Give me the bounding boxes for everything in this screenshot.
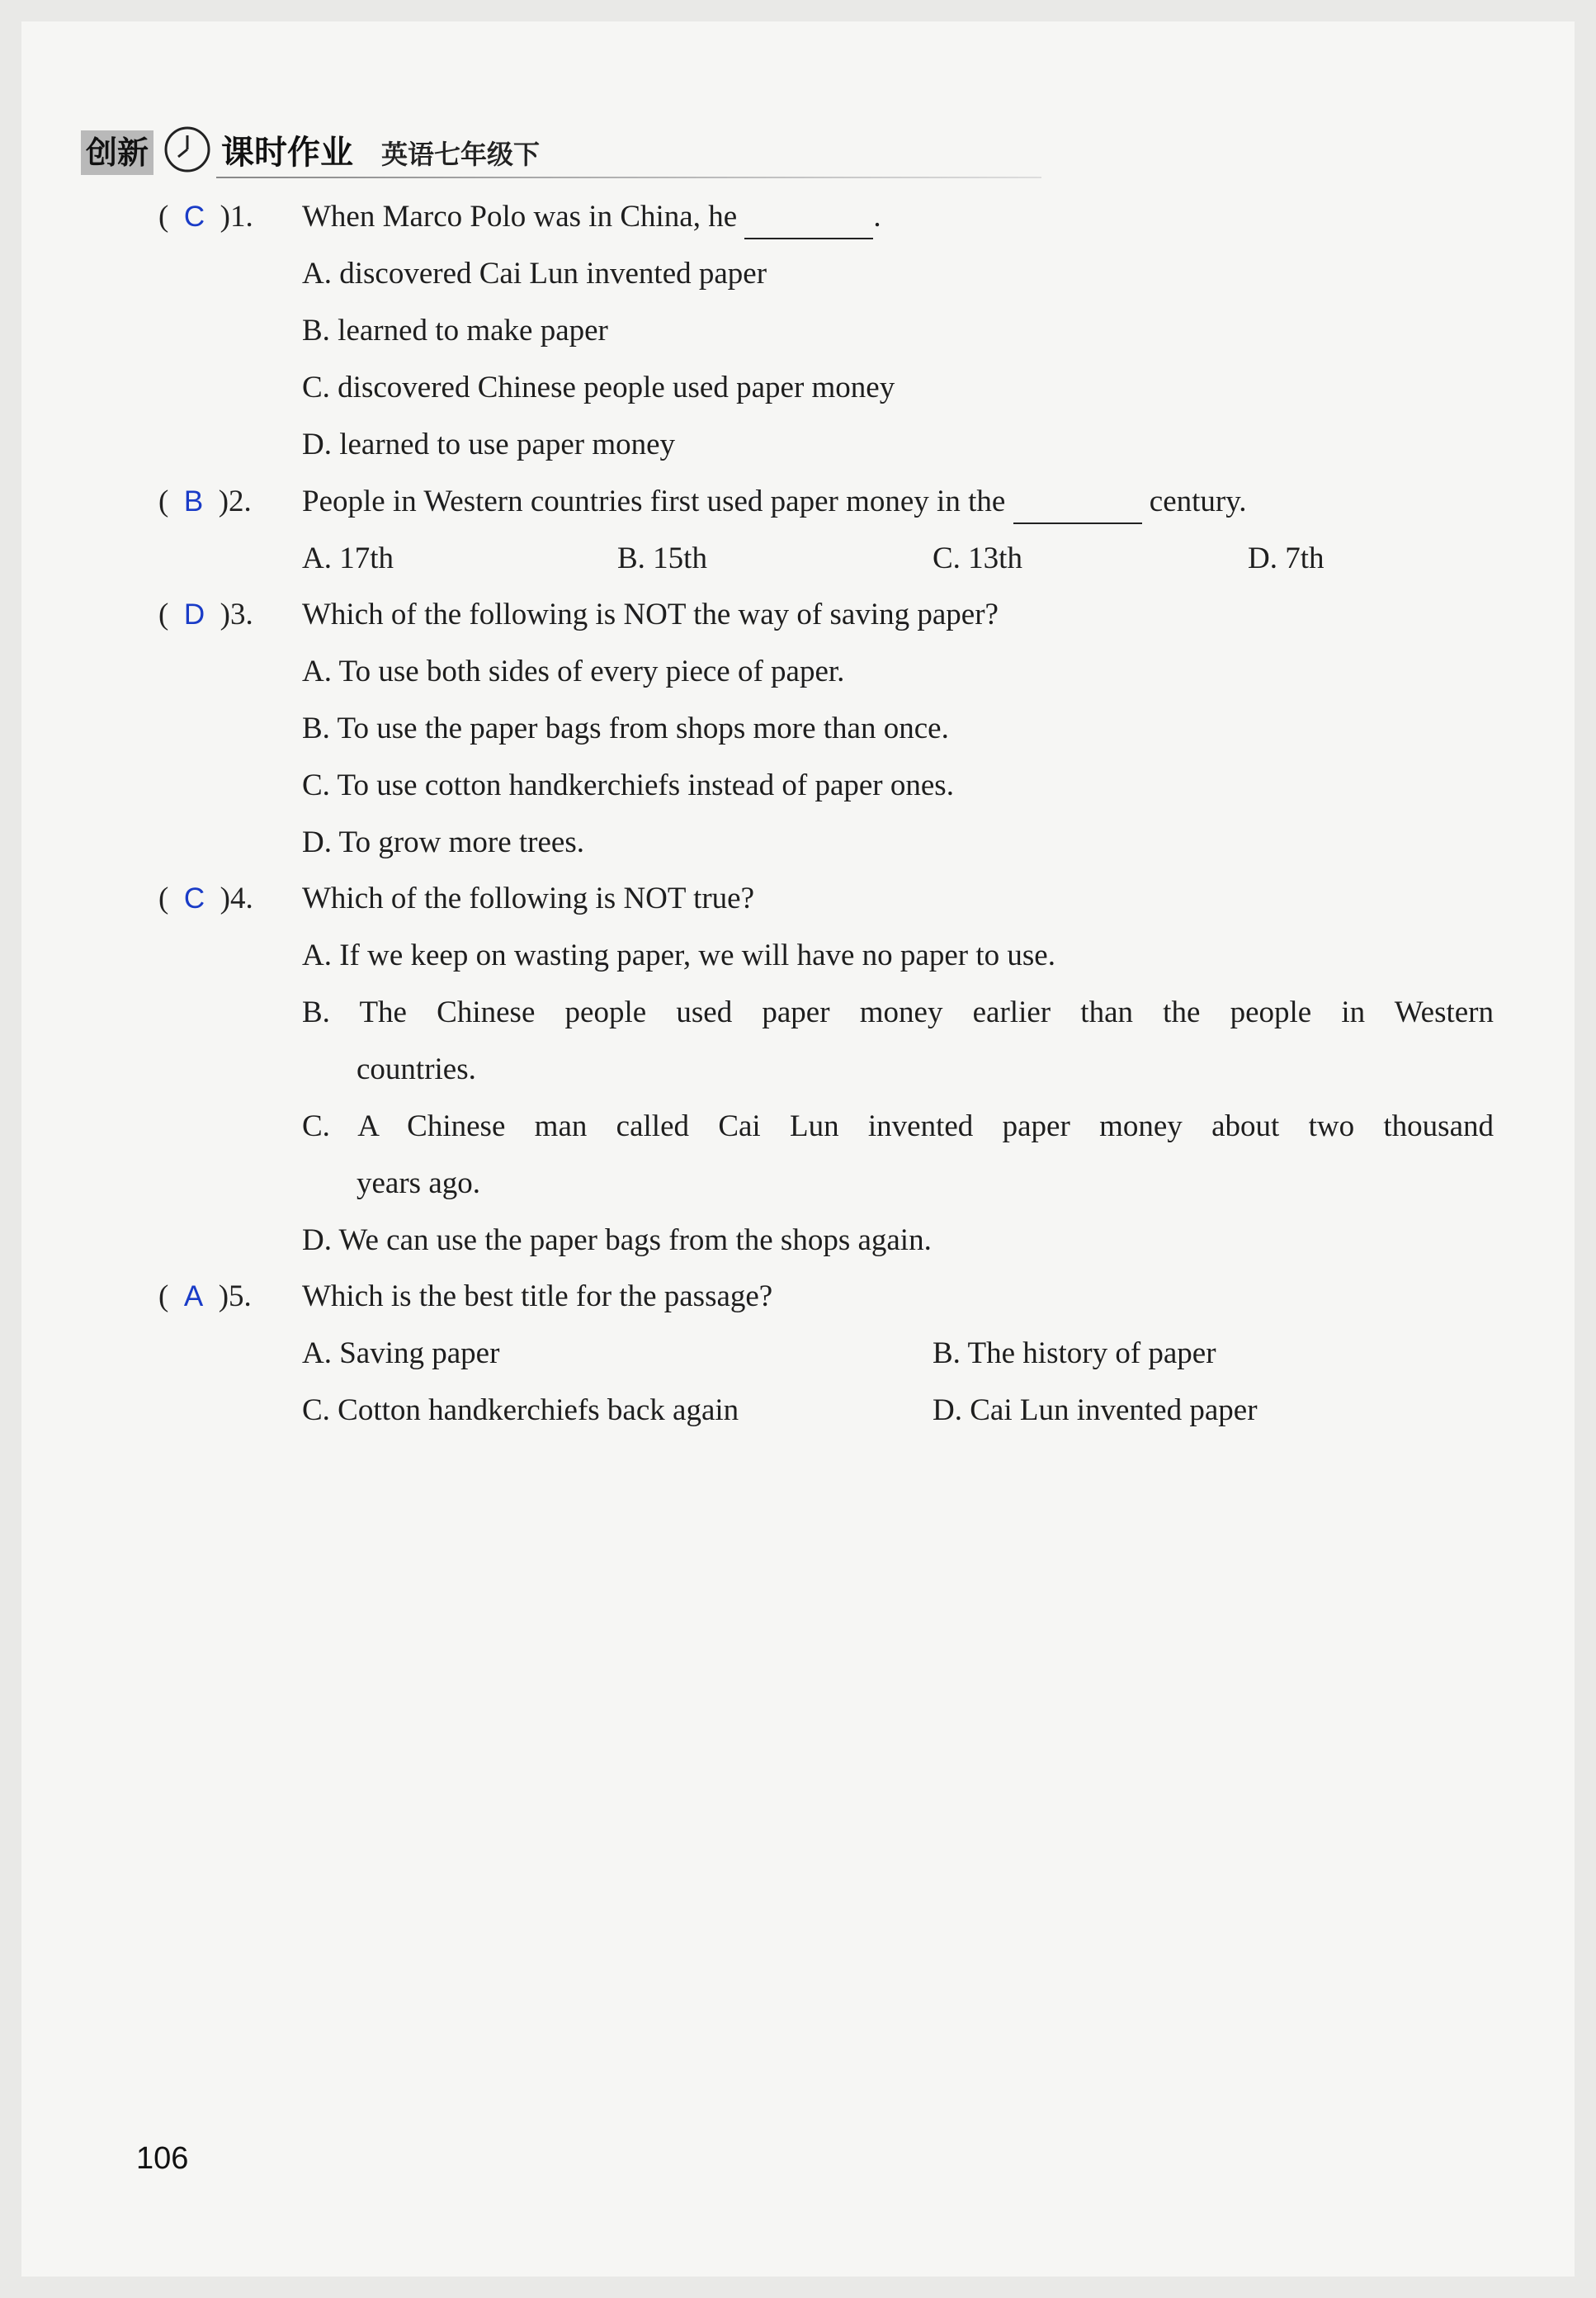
answer-blank (1013, 481, 1142, 524)
question-stem-2: People in Western countries first used paper money in the century. (302, 481, 1247, 524)
option-5c: C. Cotton handkerchiefs back again (302, 1393, 739, 1427)
option-4c: C. A Chinese man called Cai Lun invented paper money about two thousand (302, 1109, 1494, 1143)
option-3d: D. To grow more trees. (302, 825, 584, 859)
page-number: 106 (136, 2141, 189, 2176)
option-2c: C. 13th (933, 541, 1022, 575)
answer-1: C (183, 201, 205, 233)
option-4d: D. We can use the paper bags from the shops again. (302, 1223, 932, 1257)
option-4c-continued: years ago. (357, 1166, 480, 1200)
answer-2: B (183, 485, 204, 518)
option-4b: B. The Chinese people used paper money earlier than the people in Western (302, 995, 1494, 1029)
option-2b: B. 15th (617, 541, 707, 575)
question-number-3: 3. (229, 598, 253, 631)
option-1c: C. discovered Chinese people used paper money (302, 371, 895, 404)
series-title: 课时作业 (221, 134, 353, 172)
answer-slot-1: ( C )1. (158, 200, 253, 234)
answer-blank (744, 196, 873, 239)
answer-5: A (183, 1280, 204, 1312)
answer-slot-2: ( B )2. (158, 485, 252, 518)
option-5d: D. Cai Lun invented paper (933, 1393, 1258, 1427)
question-number-2: 2. (229, 485, 252, 518)
option-3a: A. To use both sides of every piece of paper. (302, 655, 845, 688)
brand-label: 创新 (81, 130, 153, 175)
answer-slot-3: ( D )3. (158, 598, 253, 631)
answer-slot-5: ( A )5. (158, 1279, 252, 1313)
question-stem-1: When Marco Polo was in China, he . (302, 196, 881, 239)
option-2a: A. 17th (302, 541, 394, 575)
option-5b: B. The history of paper (933, 1336, 1216, 1370)
question-number-5: 5. (229, 1279, 252, 1313)
option-4a: A. If we keep on wasting paper, we will have no paper to use. (302, 939, 1055, 972)
option-1d: D. learned to use paper money (302, 428, 676, 461)
option-4b-continued: countries. (357, 1052, 476, 1086)
question-stem-4: Which of the following is NOT true? (302, 882, 755, 915)
answer-4: C (183, 882, 205, 915)
option-3b: B. To use the paper bags from shops more than once. (302, 712, 949, 745)
question-stem-5: Which is the best title for the passage? (302, 1279, 773, 1313)
option-1b: B. learned to make paper (302, 314, 608, 348)
answer-3: D (183, 598, 205, 631)
question-stem-3: Which of the following is NOT the way of saving paper? (302, 598, 999, 631)
grade-label: 英语七年级下 (381, 139, 541, 170)
answer-slot-4: ( C )4. (158, 882, 253, 915)
option-3c: C. To use cotton handkerchiefs instead of paper ones. (302, 768, 954, 802)
option-2d: D. 7th (1248, 541, 1324, 575)
option-5a: A. Saving paper (302, 1336, 500, 1370)
question-number-1: 1. (229, 200, 253, 234)
option-1a: A. discovered Cai Lun invented paper (302, 257, 767, 291)
question-number-4: 4. (229, 882, 253, 915)
